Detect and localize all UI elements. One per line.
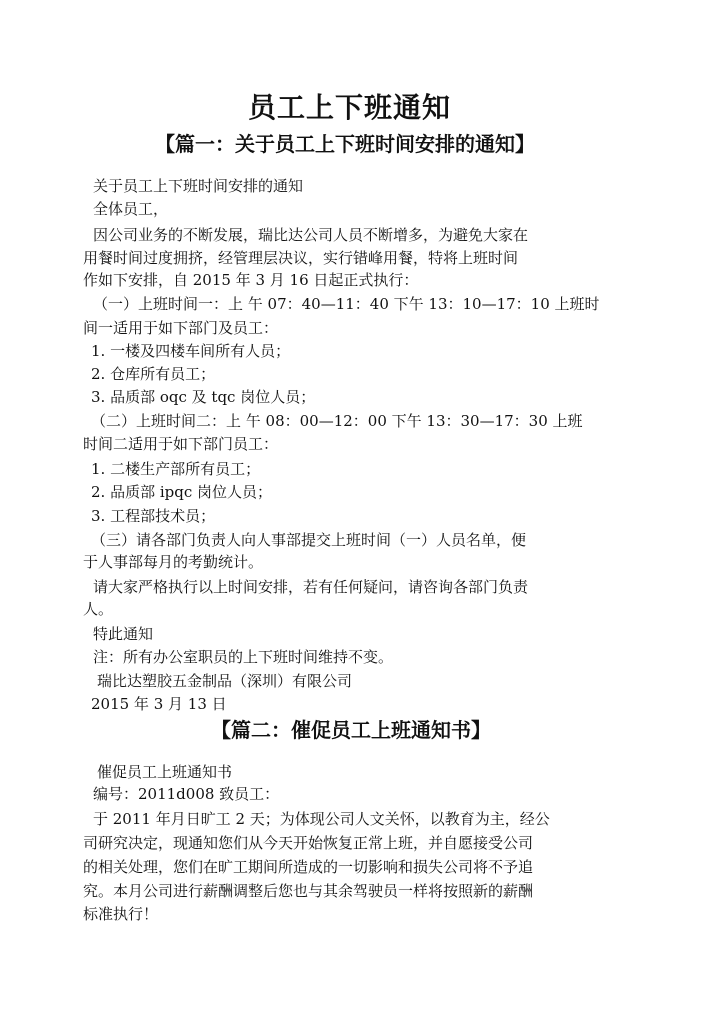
salutation: 全体员工， (93, 200, 169, 218)
schedule-two-line: （二）上班时间二：上 午 08：00—12：00 下午 13：30—17：30 上班 (91, 412, 583, 430)
schedule-one-line: （一）上班时间一：上 午 07：40—11：40 下午 13：10—17：10 上班时 (93, 295, 600, 313)
paragraph-line: 司研究决定，现通知您们从今天开始恢复正常上班，并自愿接受公司 (83, 834, 534, 852)
section2-subtitle: 催促员工上班通知书 (97, 763, 233, 781)
list-item: 2. 仓库所有员工； (91, 365, 216, 383)
paragraph-line: 用餐时间过度拥挤，经管理层决议，实行错峰用餐，特将上班时间 (83, 249, 519, 267)
list-item: 3. 品质部 oqc 及 tqc 岗位人员； (91, 388, 316, 406)
list-item: 1. 一楼及四楼车间所有人员； (91, 342, 291, 360)
list-item: 2. 品质部 ipqc 岗位人员； (91, 483, 273, 501)
reference-line: 编号：2011d008 致员工： (93, 785, 280, 803)
company-name: 瑞比达塑胶五金制品（深圳）有限公司 (97, 672, 353, 690)
paragraph-line: 标准执行！ (83, 905, 159, 923)
paragraph-line: 因公司业务的不断发展，瑞比达公司人员不断增多，为避免大家在 (93, 226, 529, 244)
paragraph-line: 请大家严格执行以上时间安排，若有任何疑问，请咨询各部门负责 (93, 578, 529, 596)
note-line: 注：所有办公室职员的上下班时间维持不变。 (93, 648, 394, 666)
section1-subtitle: 关于员工上下班时间安排的通知 (93, 177, 304, 195)
document-date: 2015 年 3 月 13 日 (91, 695, 227, 713)
paragraph-line: 于 2011 年月日旷工 2 天；为体现公司人文关怀，以教育为主，经公 (93, 810, 550, 828)
list-item: 1. 二楼生产部所有员工； (91, 460, 261, 478)
schedule-two-line: 时间二适用于如下部门员工： (83, 435, 279, 453)
document-title: 员工上下班通知 (248, 91, 452, 124)
schedule-one-line: 间一适用于如下部门及员工： (83, 319, 279, 337)
closing-line: 特此通知 (93, 625, 154, 643)
list-item: 3. 工程部技术员； (91, 507, 216, 525)
paragraph-line: 究。本月公司进行薪酬调整后您也与其余驾驶员一样将按照新的薪酬 (83, 882, 534, 900)
paragraph-line: 作如下安排，自 2015 年 3 月 16 日起正式执行： (83, 271, 419, 289)
paragraph-line: 于人事部每月的考勤统计。 (83, 553, 264, 571)
section1-heading: 【篇一：关于员工上下班时间安排的通知】 (155, 132, 535, 156)
paragraph-line: 的相关处理，您们在旷工期间所造成的一切影响和损失公司将不予追 (83, 858, 534, 876)
paragraph-line: （三）请各部门负责人向人事部提交上班时间（一）人员名单，便 (91, 531, 527, 549)
paragraph-line: 人。 (83, 600, 114, 618)
section2-heading: 【篇二：催促员工上班通知书】 (211, 718, 491, 742)
